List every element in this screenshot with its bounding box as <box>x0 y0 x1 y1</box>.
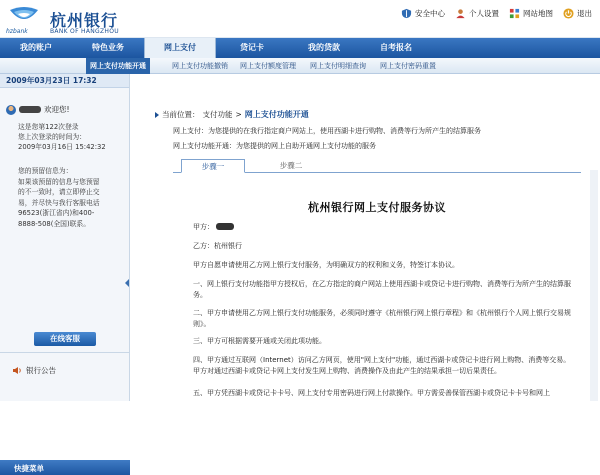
notice-line: 96523(浙江省内)和400- <box>18 209 95 217</box>
scrollbar[interactable] <box>590 170 598 401</box>
quick-menu-label: 快捷菜单 <box>14 464 44 473</box>
breadcrumb-parent[interactable]: 支付功能 <box>202 110 233 119</box>
redacted-username <box>19 106 41 113</box>
last-login-time: 2009年03月16日 15:42:32 <box>18 143 106 151</box>
step-tabs <box>173 159 581 173</box>
nav-exam-registration[interactable]: 自考报名 <box>380 43 412 52</box>
clause-1: 一、网上银行支付功能指甲方授权后，在乙方指定的商户网站上使用西湖卡或贷记卡进行购物、消费等行为所产生的结算服务。 <box>193 280 571 299</box>
hzbank-logo[interactable] <box>6 6 156 36</box>
notice-line: 易，并尽快与我行客服电话 <box>18 198 100 207</box>
breadcrumb-prefix: 当前位置： <box>162 110 200 119</box>
breadcrumb <box>155 109 309 120</box>
sidebar <box>0 74 130 473</box>
announcement-label: 银行公告 <box>26 366 56 375</box>
clause-5: 五、甲方凭西湖卡或贷记卡卡号、网上支付专用密码进行网上付款操作。甲方需妥善保管西湖卡或贷记卡卡号和网上 <box>193 389 550 397</box>
clause-3: 三、甲方可根据需要开通或关闭此项功能。 <box>193 337 326 345</box>
speaker-icon <box>12 366 22 375</box>
enable-description: 网上支付功能开通：为您提供的网上自助开通网上支付功能的服务 <box>173 142 376 150</box>
nav-online-payment[interactable]: 网上支付 <box>144 38 216 58</box>
party-a <box>193 222 573 233</box>
nav-credit-card[interactable]: 贷记卡 <box>240 43 264 52</box>
welcome-text: 欢迎您! <box>44 105 70 114</box>
shield-icon <box>401 8 412 19</box>
subnav-enable-payment[interactable]: 网上支付功能开通 <box>86 58 150 74</box>
login-info <box>18 122 128 152</box>
nav-special-services[interactable]: 特色业务 <box>92 43 124 52</box>
tab-step-2[interactable]: 步骤二 <box>279 161 303 170</box>
sitemap-icon <box>509 8 520 19</box>
login-datetime: 2009年03月23日 17:32 <box>0 74 129 88</box>
sitemap-link[interactable] <box>509 8 553 19</box>
nav-my-account[interactable]: 我的账户 <box>20 43 52 52</box>
redacted-name <box>216 223 234 230</box>
logo-hzbank-text: hzbank <box>6 28 28 35</box>
sitemap-label: 网站地图 <box>523 8 553 18</box>
collapse-arrow-icon[interactable] <box>125 279 129 287</box>
tab-step-1[interactable]: 步骤一 <box>181 159 245 173</box>
power-icon <box>563 8 574 19</box>
agreement-preamble: 甲方自愿申请使用乙方网上银行支付服务，为明确双方的权利和义务，特签订本协议。 <box>193 261 459 269</box>
breadcrumb-current: 网上支付功能开通 <box>244 110 309 119</box>
personal-settings-link[interactable] <box>455 8 499 19</box>
party-a-label: 甲方： <box>193 223 214 231</box>
notice-line: 的不一致时，请立即停止交 <box>18 188 100 196</box>
breadcrumb-bullet-icon <box>155 112 159 118</box>
sidebar-divider <box>0 352 130 353</box>
security-center-label: 安全中心 <box>415 8 445 18</box>
logout-link[interactable] <box>563 8 592 19</box>
notice-line: 如果该预留的信息与您预留 <box>18 177 100 186</box>
logout-label: 退出 <box>577 8 592 18</box>
bank-announcement-link[interactable] <box>12 365 56 376</box>
personal-settings-label: 个人设置 <box>469 8 499 18</box>
subnav-limit-management[interactable]: 网上支付额度管理 <box>240 62 296 70</box>
notice-line: 您的预留信息为： <box>18 167 73 175</box>
user-greeting <box>6 104 70 115</box>
subnav-password-reset[interactable]: 网上支付密码重置 <box>380 62 436 70</box>
logo-mark-icon <box>6 6 42 28</box>
breadcrumb-separator: > <box>235 110 242 119</box>
sub-nav <box>0 58 600 74</box>
subnav-detail-query[interactable]: 网上支付明细查询 <box>310 62 366 70</box>
logo-name-en: BANK OF HANGZHOU <box>50 28 119 35</box>
last-login-label: 您上次登录的时间为： <box>18 133 86 141</box>
main-content <box>131 74 600 401</box>
subnav-cancel-payment[interactable]: 网上支付功能撤销 <box>172 62 228 70</box>
quick-menu-bar[interactable] <box>0 460 130 475</box>
header <box>0 0 600 38</box>
notice-line: 8888-508(全国)联系。 <box>18 219 91 228</box>
main-nav <box>0 38 600 58</box>
user-settings-icon <box>455 8 466 19</box>
party-b: 乙方：杭州银行 <box>193 242 242 250</box>
security-center-link[interactable] <box>401 8 445 19</box>
login-count: 这是您第122次登录 <box>18 123 79 131</box>
online-service-button[interactable]: 在线客服 <box>34 332 96 346</box>
clause-4: 四、甲方通过互联网（Internet）访问乙方网页，使用"网上支付"功能，通过西湖卡或贷记卡进行网上购物、消费等交易。甲方对通过西湖卡或贷记卡网上支付发生网上购物、消费操作及由此产生的结果承担一切后果责任。 <box>193 356 571 375</box>
agreement-title: 杭州银行网上支付服务协议 <box>308 201 446 214</box>
reserved-info-notice <box>18 166 130 229</box>
top-links <box>401 6 592 20</box>
clause-2: 二、甲方申请使用乙方网上银行支付功能服务，必须同时遵守《杭州银行网上银行章程》和《杭州银行个人网上银行交易规则》。 <box>193 309 571 328</box>
logo-name-cn: 杭州银行 <box>50 11 119 30</box>
payment-description: 网上支付：为您提供的在我行指定商户网站上，使用西湖卡进行购物、消费等行为所产生的结算服务 <box>173 127 481 135</box>
avatar <box>6 105 16 115</box>
nav-my-loans[interactable]: 我的贷款 <box>308 43 340 52</box>
